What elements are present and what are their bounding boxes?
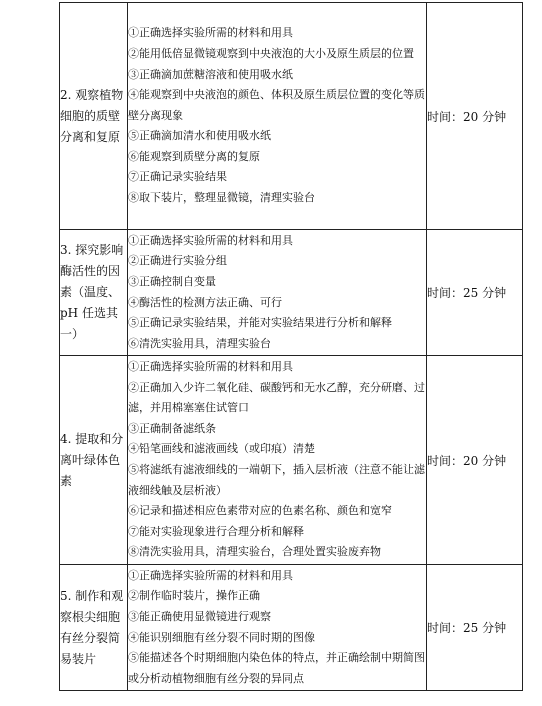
requirement-item: ⑦能对实验现象进行合理分析和解释 <box>128 524 304 538</box>
experiment-topic: 3. 探究影响酶活性的因素（温度、pH 任选其一） <box>60 243 124 341</box>
requirement-item: ④铅笔画线和滤液画线（或印痕）清楚 <box>128 442 315 456</box>
time-limit: 时间：20 分钟 <box>427 3 523 230</box>
requirements-cell <box>128 3 427 230</box>
time-limit: 时间：25 分钟 <box>427 565 523 691</box>
requirement-item: ⑤将滤纸有滤液细线的一端朝下，插入层析液（注意不能让滤液细线触及层析液） <box>128 463 425 497</box>
requirement-item: ①正确选择实验所需的材料和用具 <box>128 233 293 247</box>
table-row <box>60 356 523 565</box>
requirement-item: ①正确选择实验所需的材料和用具 <box>128 360 293 374</box>
requirements-cell <box>128 230 427 356</box>
requirement-item: ①正确选择实验所需的材料和用具 <box>128 568 293 582</box>
requirements-cell <box>128 356 427 565</box>
table-row <box>60 230 523 356</box>
requirement-item: ⑤正确滴加清水和使用吸水纸 <box>128 129 271 143</box>
requirement-item: ④酶活性的检测方法正确、可行 <box>128 295 282 309</box>
requirement-item: ③正确控制自变量 <box>128 274 216 288</box>
experiment-topic: 2. 观察植物细胞的质壁分离和复原 <box>60 87 124 144</box>
requirement-item: ③正确制备滤纸条 <box>128 421 216 435</box>
time-limit: 时间：25 分钟 <box>427 230 523 356</box>
experiment-topic-cell <box>60 230 128 356</box>
requirement-item: ②制作临时装片，操作正确 <box>128 589 260 603</box>
requirement-item: ⑧取下装片，整理显微镜，清理实验台 <box>128 191 315 205</box>
table-row <box>60 3 523 230</box>
experiment-topic-cell <box>60 565 128 691</box>
time-limit: 时间：20 分钟 <box>427 356 523 565</box>
requirement-item: ④能观察到中央液泡的颜色、体积及原生质层位置的变化等质壁分离现象 <box>128 88 425 122</box>
requirement-item: ③正确滴加蔗糖溶液和使用吸水纸 <box>128 67 293 81</box>
experiment-rubric-table <box>59 2 523 691</box>
requirement-item: ⑧清洗实验用具，清理实验台，合理处置实验废弃物 <box>128 545 381 559</box>
experiment-topic-cell <box>60 3 128 230</box>
requirement-item: ②能用低倍显微镜观察到中央液泡的大小及原生质层的位置 <box>128 46 414 60</box>
table-row <box>60 565 523 691</box>
requirement-item: ⑦正确记录实验结果 <box>128 170 227 184</box>
requirement-item: ②正确加入少许二氧化硅、碳酸钙和无水乙醇，充分研磨、过滤，并用棉塞塞住试管口 <box>128 380 425 415</box>
experiment-topic: 5. 制作和观察根尖细胞有丝分裂简易装片 <box>60 588 124 666</box>
requirement-item: ③能正确使用显微镜进行观察 <box>128 609 271 623</box>
requirements-cell <box>128 565 427 691</box>
requirement-item: ②正确进行实验分组 <box>128 254 227 268</box>
requirement-item: ④能识别细胞有丝分裂不同时期的图像 <box>128 630 315 644</box>
requirement-item: ⑤正确记录实验结果，并能对实验结果进行分析和解释 <box>128 316 392 330</box>
requirement-item: ⑥清洗实验用具，清理实验台 <box>128 336 271 350</box>
requirement-item: ⑤能描述各个时期细胞内染色体的特点，并正确绘制中期简图或分析动植物细胞有丝分裂的异同点 <box>128 651 425 685</box>
experiment-topic: 4. 提取和分离叶绿体色素 <box>60 431 124 488</box>
requirement-item: ⑥记录和描述相应色素带对应的色素名称、颜色和宽窄 <box>128 504 392 518</box>
experiment-topic-cell <box>60 356 128 565</box>
requirement-item: ①正确选择实验所需的材料和用具 <box>128 26 293 40</box>
requirement-item: ⑥能观察到质壁分离的复原 <box>128 149 260 163</box>
